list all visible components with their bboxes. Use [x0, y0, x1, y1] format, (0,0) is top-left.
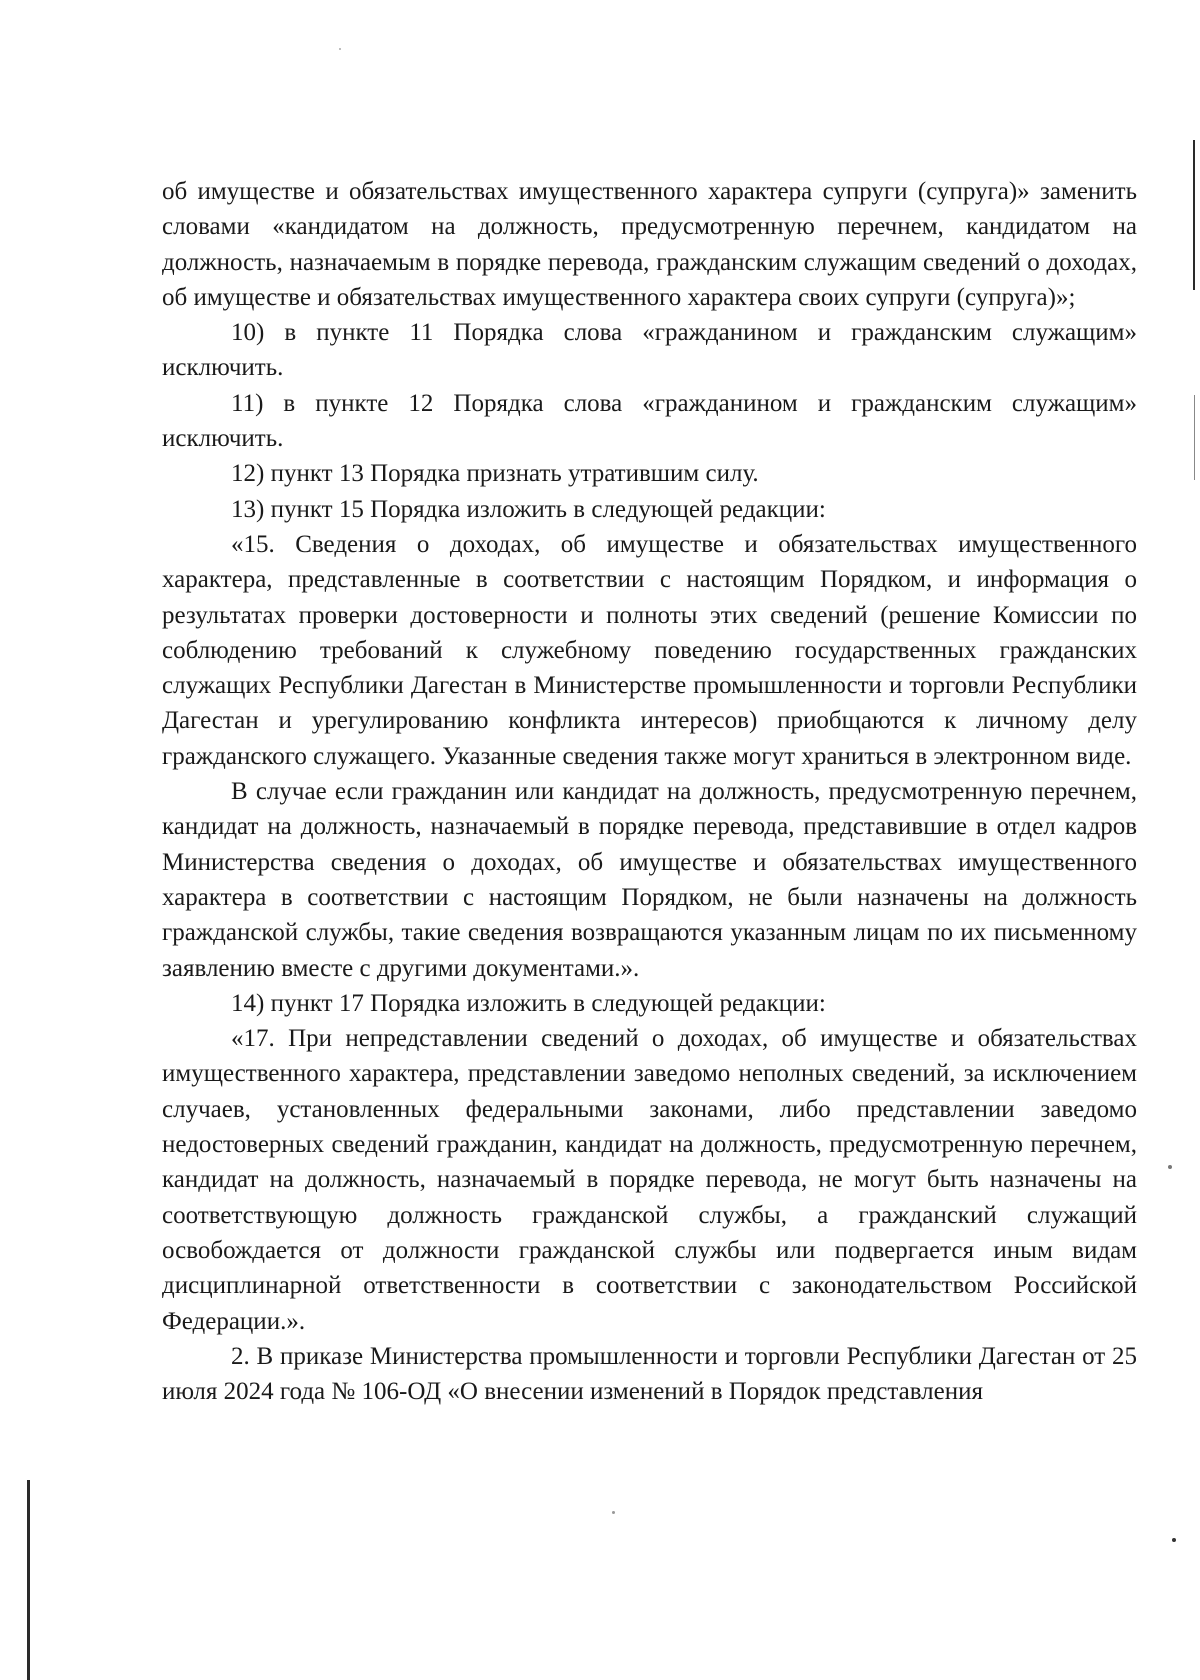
- scan-speck: [339, 48, 341, 50]
- paragraph-clause-17: «17. При непредставлении сведений о доходах, об имуществе и обязательствах имущественного характера, представлении заведомо неполных сведений, за исключением случаев, установленных федеральными законами, либо представлении заведомо недостоверных сведений гражданин, кандидат на должность, предусмотренную перечнем, кандидат на должность, назначаемый в порядке перевода, не могут быть назначены на соответствующую должность гражданской службы, а гражданский служащий освобождается от должности гражданской службы или подвергается иным видам дисциплинарной ответственности в соответствии с законодательством Российской Федерации.».: [162, 1025, 1137, 1335]
- paragraph-item-11: 11) в пункте 12 Порядка слова «гражданином и гражданским служащим» исключить.: [162, 389, 1137, 453]
- paragraph-item-10: 10) в пункте 11 Порядка слова «гражданином и гражданским служащим» исключить.: [162, 319, 1137, 382]
- scan-edge-right-mid: [1194, 395, 1195, 480]
- document-body: [162, 174, 1137, 1409]
- paragraph-clause-15-continued: В случае если гражданин или кандидат на должность, предусмотренную перечнем, кандидат на должность, назначаемый в порядке перевода, представившие в отдел кадров Министерства сведения о доходах, об имуществе и обязательствах имущественного характера в соответствии с настоящим Порядком, не были назначены на должность гражданской службы, такие сведения возвращаются указанным лицам по их письменному заявлению вместе с другими документами.».: [162, 778, 1137, 982]
- paragraph-item-12: 12) пункт 13 Порядка признать утратившим силу.: [231, 460, 759, 488]
- paragraph-item-14: 14) пункт 17 Порядка изложить в следующей редакции:: [231, 989, 826, 1017]
- scan-edge-right-top: [1193, 140, 1195, 290]
- paragraph-clause-15: «15. Сведения о доходах, об имуществе и обязательствах имущественного характера, представленные в соответствии с настоящим Порядком, и информация о результатах проверки достоверности и полноты этих сведений (решение Комиссии по соблюдению требований к служебному поведению государственных гражданских служащих Республики Дагестан в Министерстве промышленности и торговли Республики Дагестан и урегулированию конфликта интересов) приобщаются к личному делу гражданского служащего. Указанные сведения также могут храниться в электронном виде.: [162, 530, 1137, 770]
- scan-speck: [1172, 1538, 1176, 1542]
- scan-speck: [612, 1511, 615, 1514]
- scan-edge-left: [27, 1480, 30, 1680]
- paragraph-item-13: 13) пункт 15 Порядка изложить в следующей редакции:: [231, 495, 826, 523]
- paragraph-continuation: об имуществе и обязательствах имущественного характера супруги (супруга)» заменить словами «кандидатом на должность, предусмотренную перечнем, кандидатом на должность, назначаемым в порядке перевода, гражданским служащим сведений о доходах, об имуществе и обязательствах имущественного характера своих супруги (супруга)»;: [162, 178, 1137, 311]
- paragraph-section-2: 2. В приказе Министерства промышленности и торговли Республики Дагестан от 25 июля 2024 года № 106-ОД «О внесении изменений в Порядок представления: [162, 1342, 1137, 1406]
- scan-speck: [1168, 1165, 1172, 1169]
